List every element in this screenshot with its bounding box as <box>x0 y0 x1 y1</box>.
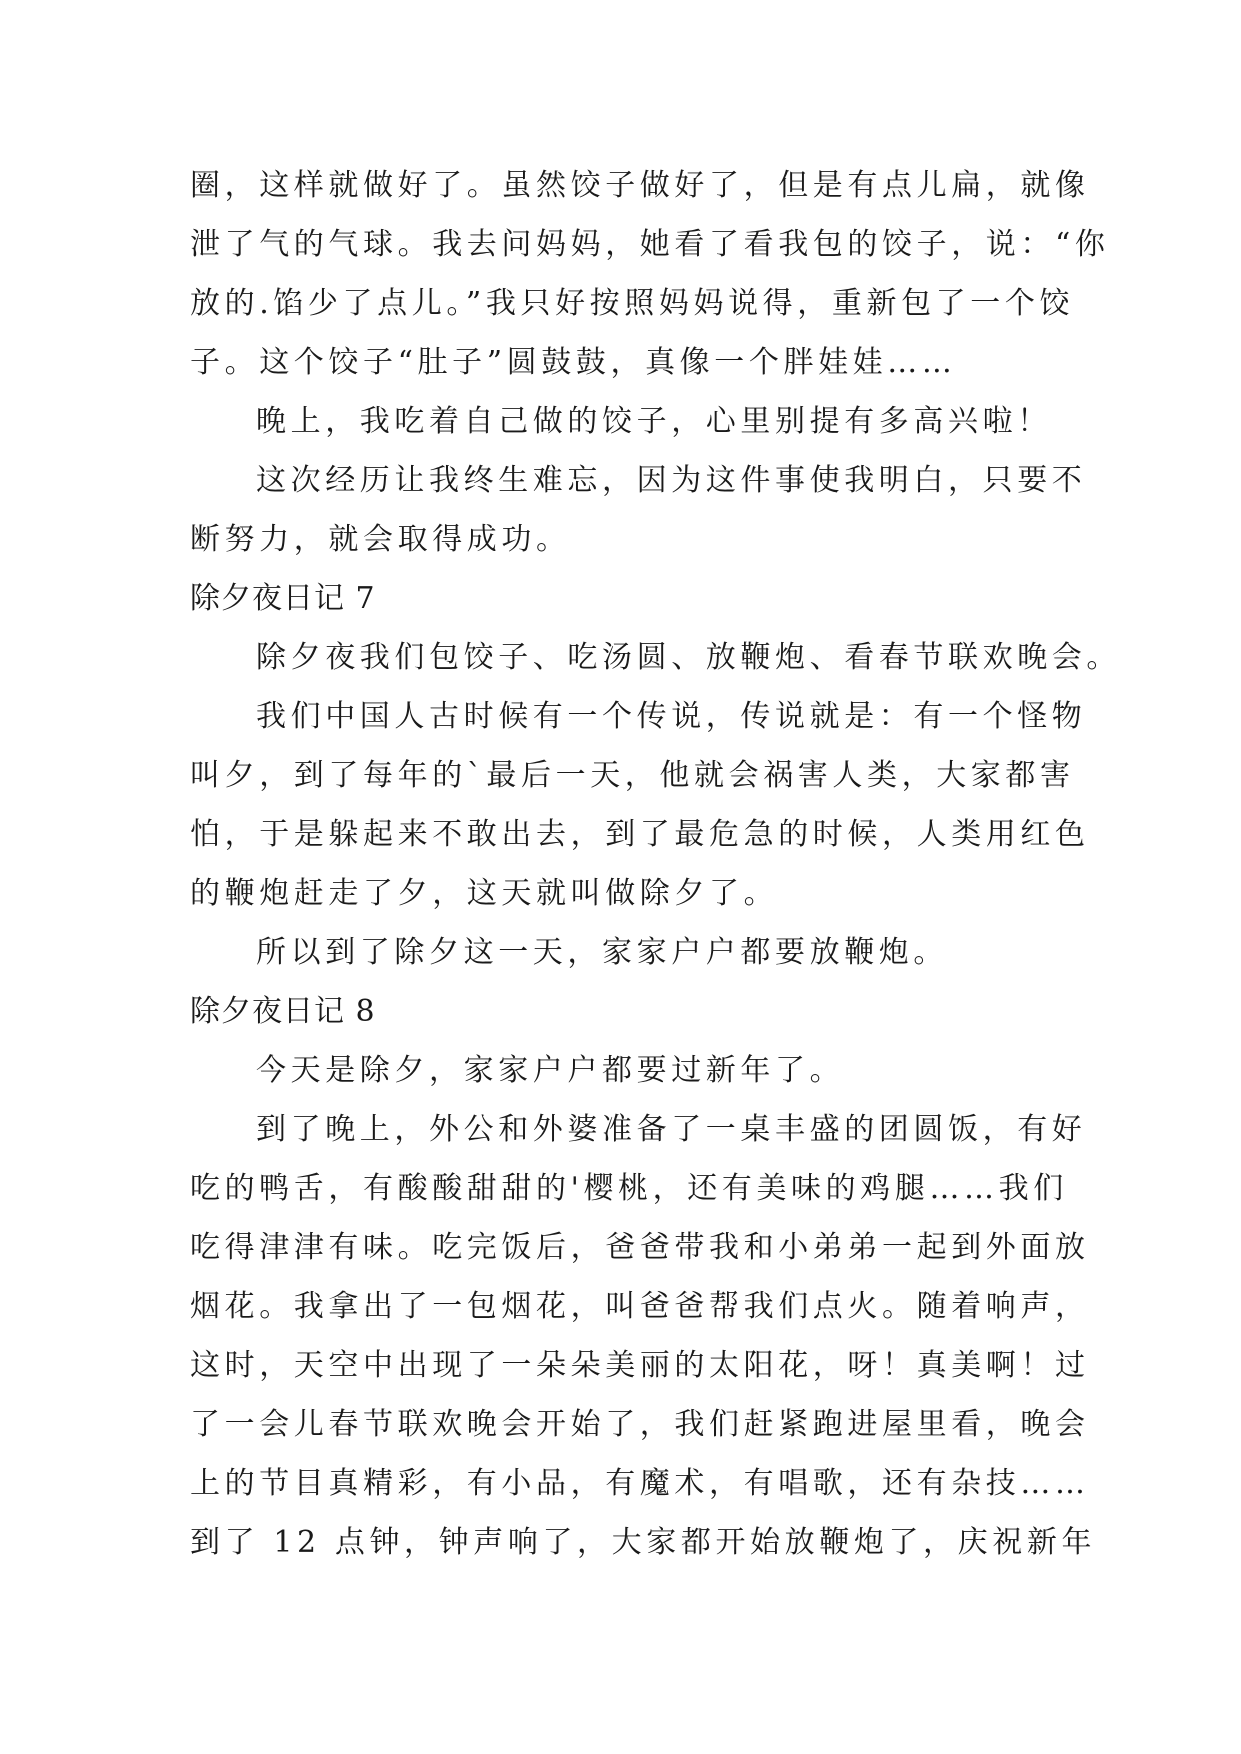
body-text-line: 子。这个饺子“肚子”圆鼓鼓，真像一个胖娃娃…… <box>190 345 957 380</box>
body-text-line: 上的节目真精彩，有小品，有魔术，有唱歌，还有杂技…… <box>190 1466 1090 1501</box>
paragraph-first-line: 除夕夜我们包饺子、吃汤圆、放鞭炮、看春节联欢晚会。 <box>256 640 1121 675</box>
paragraph-first-line: 今天是除夕，家家户户都要过新年了。 <box>256 1053 845 1088</box>
paragraph-first-line: 晚上，我吃着自己做的饺子，心里别提有多高兴啦！ <box>256 404 1052 439</box>
section-heading: 除夕夜日记 8 <box>190 994 376 1029</box>
body-text-line: 放的.馅少了点儿。”我只好按照妈妈说得，重新包了一个饺 <box>190 286 1075 321</box>
body-text-line: 到了 12 点钟，钟声响了，大家都开始放鞭炮了，庆祝新年 <box>190 1525 1097 1560</box>
body-text-line: 烟花。我拿出了一包烟花，叫爸爸帮我们点火。随着响声， <box>190 1289 1090 1324</box>
paragraph-first-line: 我们中国人古时候有一个传说，传说就是：有一个怪物 <box>256 699 1087 734</box>
body-text-line: 叫夕，到了每年的`最后一天，他就会祸害人类，大家都害 <box>190 758 1075 793</box>
section-heading: 除夕夜日记 7 <box>190 581 376 616</box>
paragraph-first-line: 这次经历让我终生难忘，因为这件事使我明白，只要不 <box>256 463 1087 498</box>
body-text-line: 怕，于是躲起来不敢出去，到了最危急的时候，人类用红色 <box>190 817 1090 852</box>
body-text-line: 了一会儿春节联欢晚会开始了，我们赶紧跑进屋里看，晚会 <box>190 1407 1090 1442</box>
paragraph-first-line: 所以到了除夕这一天，家家户户都要放鞭炮。 <box>256 935 948 970</box>
body-text-line: 的鞭炮赶走了夕，这天就叫做除夕了。 <box>190 876 779 911</box>
body-text-line: 断努力，就会取得成功。 <box>190 522 571 557</box>
body-text-line: 圈，这样就做好了。虽然饺子做好了，但是有点儿扁，就像 <box>190 168 1090 203</box>
body-text-line: 这时，天空中出现了一朵朵美丽的太阳花，呀！真美啊！过 <box>190 1348 1090 1383</box>
paragraph-first-line: 到了晚上，外公和外婆准备了一桌丰盛的团圆饭，有好 <box>256 1112 1087 1147</box>
body-text-line: 泄了气的气球。我去问妈妈，她看了看我包的饺子，说：“你 <box>190 227 1110 262</box>
body-text-line: 吃的鸭舌，有酸酸甜甜的'樱桃，还有美味的鸡腿……我们 <box>190 1171 1068 1206</box>
body-text-line: 吃得津津有味。吃完饭后，爸爸带我和小弟弟一起到外面放 <box>190 1230 1090 1265</box>
